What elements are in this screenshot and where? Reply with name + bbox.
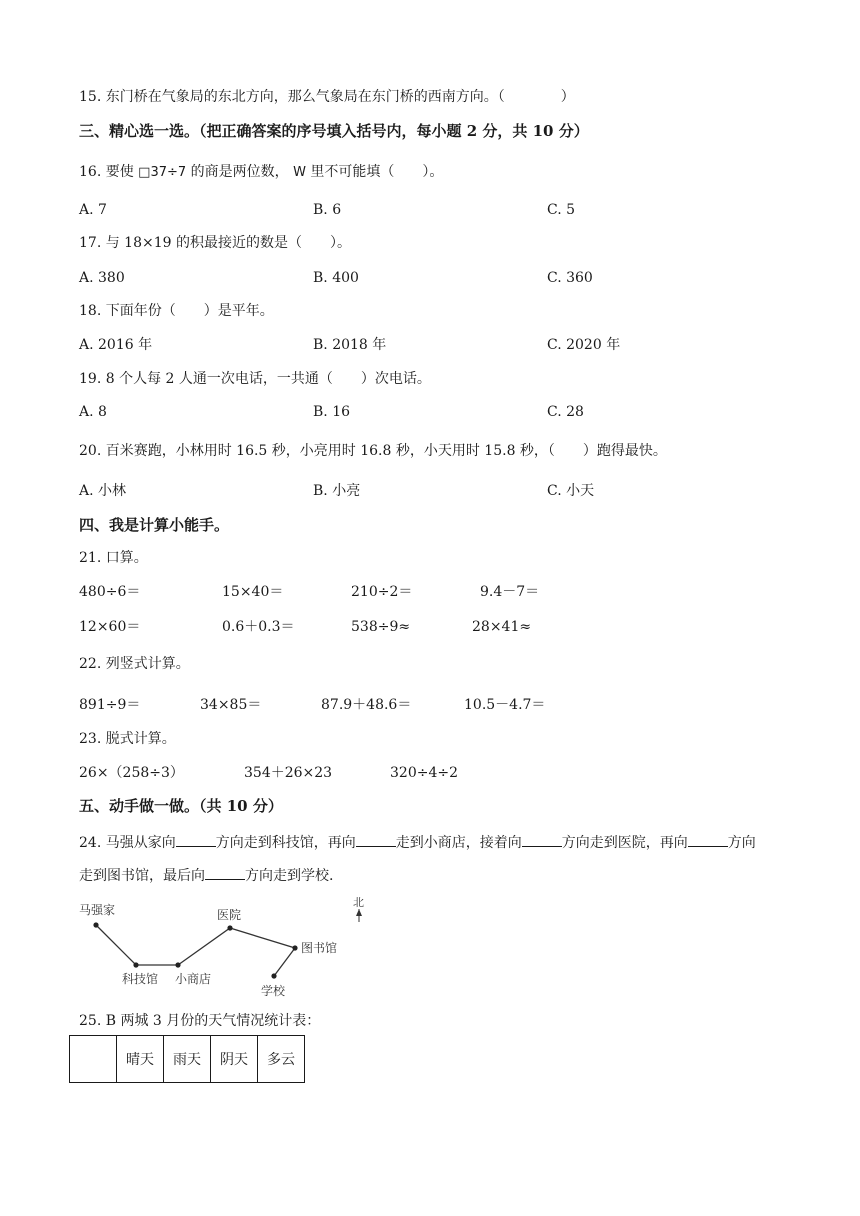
answer-blank[interactable] bbox=[522, 833, 562, 847]
weather-table bbox=[69, 1035, 305, 1083]
answer-blank[interactable] bbox=[176, 833, 216, 847]
section-5-title: 五、动手做一做。（共 10 分） bbox=[79, 797, 283, 815]
question-16-middle: 的商是两位数， bbox=[190, 164, 289, 180]
home-point bbox=[93, 922, 98, 927]
q21-item: 15×40＝ bbox=[222, 584, 284, 600]
q17-option-c[interactable]: C. 360 bbox=[547, 270, 593, 286]
q22-item: 34×85＝ bbox=[200, 697, 262, 713]
q24-text: 走到图书馆，最后向 bbox=[79, 868, 205, 884]
q20-option-b[interactable]: B. 小亮 bbox=[313, 483, 361, 499]
q22-item: 87.9＋48.6＝ bbox=[321, 697, 412, 713]
q24-text: 方向走到科技馆，再向 bbox=[215, 835, 356, 851]
label-science-museum: 科技馆 bbox=[122, 972, 159, 986]
q23-item: 26×（258÷3） bbox=[79, 765, 184, 781]
table-header-cell bbox=[70, 1036, 117, 1083]
q22-item: 10.5－4.7＝ bbox=[464, 697, 546, 713]
question-23: 23. 脱式计算。 bbox=[79, 731, 176, 747]
label-hospital: 医院 bbox=[217, 908, 242, 922]
question-24-line-1 bbox=[79, 833, 756, 852]
north-arrow-icon bbox=[356, 909, 362, 922]
q21-item: 538÷9≈ bbox=[351, 619, 411, 635]
q17-option-b[interactable]: B. 400 bbox=[313, 270, 359, 286]
q24-text: 24. 马强从家向 bbox=[79, 835, 176, 851]
label-library: 图书馆 bbox=[301, 941, 338, 955]
answer-blank[interactable] bbox=[356, 833, 396, 847]
question-20: 20. 百米赛跑，小林用时 16.5 秒，小亮用时 16.8 秒，小天用时 15.8 秒，（ ）跑得最快。 bbox=[79, 443, 667, 459]
label-home: 马强家 bbox=[79, 903, 116, 917]
question-18: 18. 下面年份（ ）是平年。 bbox=[79, 303, 274, 319]
q18-option-b[interactable]: B. 2018 年 bbox=[313, 337, 387, 353]
question-16-symbol: W bbox=[293, 165, 306, 180]
question-25: 25. B 两城 3 月份的天气情况统计表： bbox=[79, 1013, 321, 1029]
q21-item: 480÷6＝ bbox=[79, 584, 141, 600]
label-school: 学校 bbox=[261, 984, 286, 998]
q21-item: 210÷2＝ bbox=[351, 584, 413, 600]
q20-option-c[interactable]: C. 小天 bbox=[547, 483, 595, 499]
q21-item: 28×41≈ bbox=[472, 619, 532, 635]
table-header-cell: 晴天 bbox=[117, 1036, 164, 1083]
q24-text: 方向走到学校. bbox=[245, 868, 334, 884]
table-header-cell: 雨天 bbox=[164, 1036, 211, 1083]
q24-text: 方向 bbox=[727, 835, 756, 851]
shop-point bbox=[175, 962, 180, 967]
question-22: 22. 列竖式计算。 bbox=[79, 656, 190, 672]
table-row bbox=[70, 1036, 305, 1083]
question-16-suffix: 里不可能填（ ）。 bbox=[310, 164, 444, 180]
question-15: 15. 东门桥在气象局的东北方向，那么气象局在东门桥的西南方向。（ ） bbox=[79, 89, 575, 105]
route-line bbox=[96, 925, 295, 976]
hospital-point bbox=[227, 925, 232, 930]
section-4-title: 四、我是计算小能手。 bbox=[79, 516, 230, 534]
q17-option-a[interactable]: A. 380 bbox=[79, 270, 125, 286]
library-point bbox=[292, 945, 297, 950]
question-16-prefix: 16. 要使 bbox=[79, 164, 134, 180]
q21-item: 12×60＝ bbox=[79, 619, 141, 635]
question-17: 17. 与 18×19 的积最接近的数是（ ）。 bbox=[79, 235, 351, 251]
q23-item: 320÷4÷2 bbox=[390, 765, 458, 781]
q19-option-c[interactable]: C. 28 bbox=[547, 404, 584, 420]
q21-item: 9.4－7＝ bbox=[480, 584, 540, 600]
section-3-title: 三、精心选一选。（把正确答案的序号填入括号内，每小题 2 分，共 10 分） bbox=[79, 122, 589, 140]
school-point bbox=[271, 973, 276, 978]
q24-text: 方向走到医院，再向 bbox=[561, 835, 688, 851]
table-header-cell: 多云 bbox=[258, 1036, 305, 1083]
q16-option-b[interactable]: B. 6 bbox=[313, 202, 342, 218]
q21-item: 0.6＋0.3＝ bbox=[222, 619, 295, 635]
q18-option-a[interactable]: A. 2016 年 bbox=[79, 337, 153, 353]
answer-blank[interactable] bbox=[688, 833, 728, 847]
question-21: 21. 口算。 bbox=[79, 550, 148, 566]
q19-option-a[interactable]: A. 8 bbox=[79, 404, 107, 420]
q16-option-a[interactable]: A. 7 bbox=[79, 202, 107, 218]
q24-text: 走到小商店，接着向 bbox=[395, 835, 522, 851]
q18-option-c[interactable]: C. 2020 年 bbox=[547, 337, 621, 353]
question-19: 19. 8 个人每 2 人通一次电话，一共通（ ）次电话。 bbox=[79, 371, 431, 387]
label-shop: 小商店 bbox=[175, 972, 212, 986]
question-24-line-2 bbox=[79, 866, 333, 885]
q19-option-b[interactable]: B. 16 bbox=[313, 404, 351, 420]
table-header-cell: 阴天 bbox=[211, 1036, 258, 1083]
question-16 bbox=[79, 163, 443, 182]
route-map bbox=[70, 892, 370, 1004]
north-label: 北 bbox=[353, 896, 364, 909]
q16-option-c[interactable]: C. 5 bbox=[547, 202, 576, 218]
q23-item: 354＋26×23 bbox=[244, 765, 333, 781]
answer-blank[interactable] bbox=[205, 866, 245, 880]
science-museum-point bbox=[133, 962, 138, 967]
q22-item: 891÷9＝ bbox=[79, 697, 141, 713]
question-16-expression: □37÷7 bbox=[138, 165, 187, 180]
q20-option-a[interactable]: A. 小林 bbox=[79, 483, 127, 499]
